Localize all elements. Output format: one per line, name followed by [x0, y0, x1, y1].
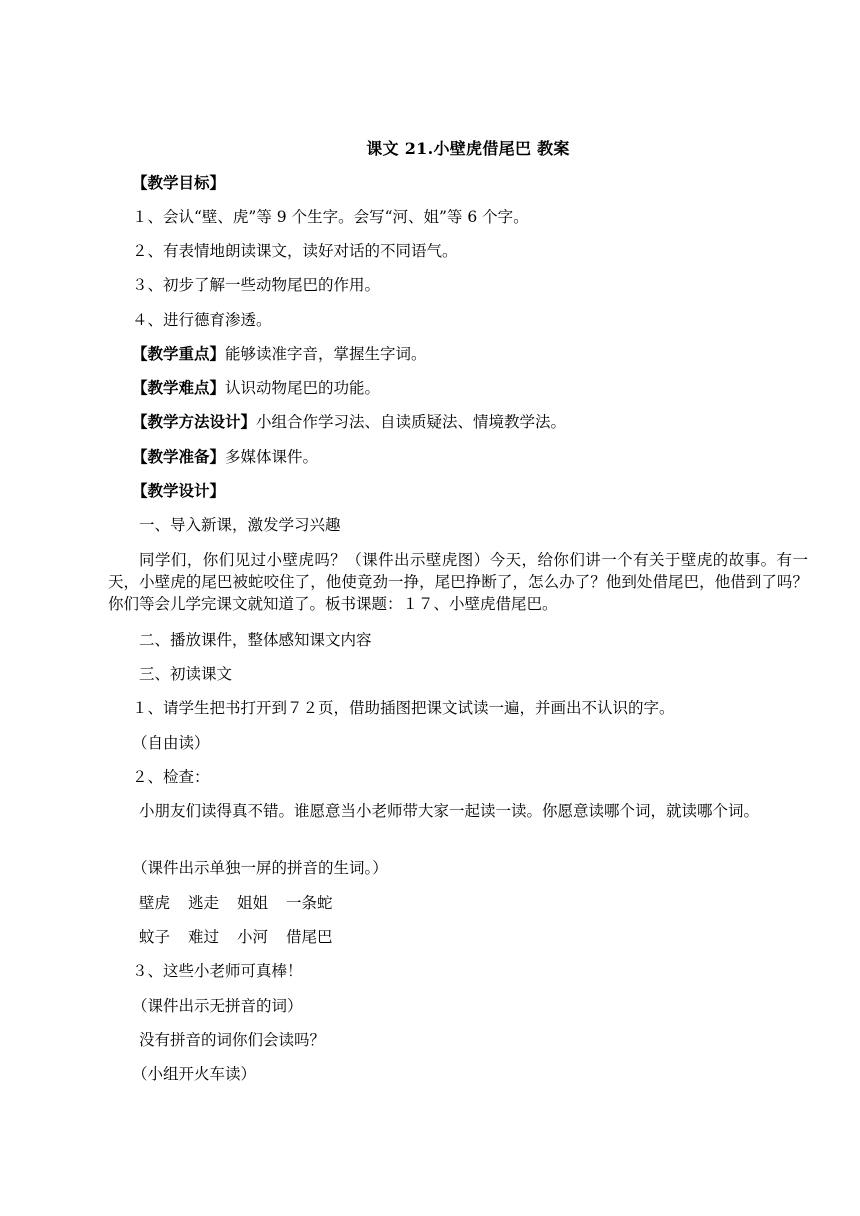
- document-title: 课文 21.小壁虎借尾巴 教案: [366, 139, 570, 158]
- prep-line: [132, 446, 318, 468]
- step-3-item-2: ２、检查：: [132, 768, 210, 786]
- vocab-word: 姐姐: [237, 894, 269, 912]
- vocab-row-1: [139, 892, 351, 914]
- step-3-item-3: ３、这些小老师可真棒！: [132, 962, 303, 980]
- prep-text: 多媒体课件。: [225, 448, 319, 466]
- step-3-heading: 三、初读课文: [139, 665, 233, 683]
- prep-label: 【教学准备】: [132, 447, 226, 466]
- difficulty-label: 【教学难点】: [132, 378, 226, 397]
- difficulty-text: 认识动物尾巴的功能。: [225, 379, 381, 397]
- vocab-row-2: [139, 926, 351, 948]
- key-point-label: 【教学重点】: [132, 344, 226, 363]
- difficulty-line: [132, 377, 380, 399]
- design-heading: 【教学设计】: [132, 481, 226, 500]
- step-3-item-2-note: （课件出示单独一屏的拼音的生词。）: [132, 859, 388, 877]
- step-3-item-2-paragraph: 小朋友们读得真不错。谁愿意当小老师带大家一起读一读。你愿意读哪个词，就读哪个词。: [139, 802, 760, 820]
- objective-item-2: ２、有表情地朗读课文，读好对话的不同语气。: [132, 242, 458, 260]
- vocab-word: 蚊子: [139, 928, 171, 946]
- method-label: 【教学方法设计】: [132, 412, 257, 431]
- step-3-item-3-note-2: （小组开火车读）: [132, 1065, 257, 1083]
- step-1-heading: 一、导入新课，激发学习兴趣: [139, 516, 341, 534]
- vocab-word: 逃走: [188, 894, 220, 912]
- step-3-item-1-note: （自由读）: [132, 734, 210, 752]
- method-line: [132, 411, 566, 433]
- objective-item-4: ４、进行德育渗透。: [132, 311, 272, 329]
- step-2-heading: 二、播放课件，整体感知课文内容: [139, 631, 372, 649]
- step-3-item-1: １、请学生把书打开到７２页，借助插图把课文试读一遍，并画出不认识的字。: [132, 699, 675, 717]
- key-point-line: [132, 343, 427, 365]
- objective-item-1: １、会认“壁、虎”等 9 个生字。会写“河、姐”等 6 个字。: [132, 208, 529, 226]
- method-text: 小组合作学习法、自读质疑法、情境教学法。: [256, 413, 567, 431]
- objective-item-3: ３、初步了解一些动物尾巴的作用。: [132, 276, 381, 294]
- vocab-word: 难过: [188, 928, 220, 946]
- step-3-item-3-question: 没有拼音的词你们会读吗？: [139, 1031, 326, 1049]
- objectives-heading: 【教学目标】: [132, 173, 226, 192]
- vocab-word: 壁虎: [139, 894, 171, 912]
- vocab-word: 借尾巴: [286, 928, 333, 946]
- vocab-word: 一条蛇: [286, 894, 333, 912]
- step-1-paragraph: 同学们，你们见过小壁虎吗？（课件出示壁虎图）今天，给你们讲一个有关于壁虎的故事。有一天，小壁虎的尾巴被蛇咬住了，他使竟劲一挣，尾巴挣断了，怎么办了？他到处借尾巴，他借到了吗？你们等会儿学完课文就知道了。板书课题：１７、小壁虎借尾巴。: [108, 551, 808, 613]
- step-3-item-3-note: （课件出示无拼音的词）: [132, 997, 303, 1015]
- vocab-word: 小河: [237, 928, 269, 946]
- key-point-text: 能够读准字音，掌握生字词。: [225, 345, 427, 363]
